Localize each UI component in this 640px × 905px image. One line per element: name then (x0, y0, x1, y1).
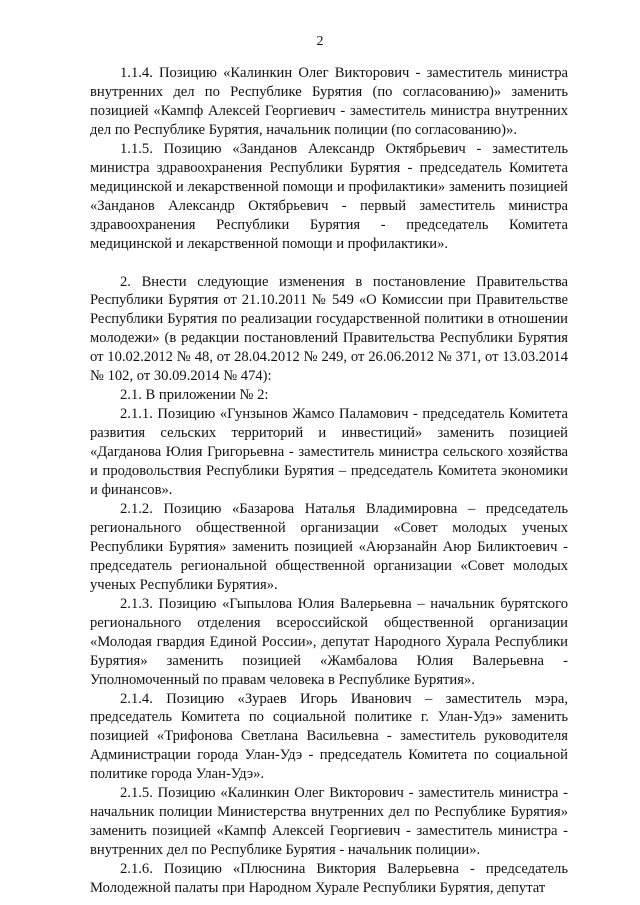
document-body (90, 64, 568, 898)
paragraph-2-1: 2.1. В приложении № 2: (120, 387, 269, 404)
paragraph-2-1-2: 2.1.2. Позицию «Базарова Наталья Владимировна – председатель регионального общественной организации «Совет молодых ученых Республики Бурятия» заменить позицией «Аюрзанайн Аюр Биликтоевич - председатель региональной общественной организации «Совет молодых ученых Республики Бурятия». (90, 500, 568, 593)
page-number: 2 (316, 34, 324, 49)
paragraph-2-1-4: 2.1.4. Позицию «Зураев Игорь Иванович – заместитель мэра, председатель Комитета по социальной политике г. Улан-Удэ» заменить позицией «Трифонова Светлана Васильевна - заместитель руководителя Администрации города Улан-Удэ - председатель Комитета по социальной политике города Улан-Удэ». (90, 690, 568, 783)
paragraph-2-1-1: 2.1.1. Позицию «Гунзынов Жамсо Паламович - председатель Комитета развития сельских территорий и инвестиций» заменить позицией «Дагданова Юлия Григорьевна - заместитель министра сельского хозяйства и продовольствия Республики Бурятия – председатель Комитета экономики и финансов». (90, 406, 568, 499)
paragraph-2-1-6: 2.1.6. Позицию «Плюснина Виктория Валерьевна - председатель Молодежной палаты при Народном Хурале Республики Бурятия, депутат (90, 861, 568, 897)
paragraph-1-1-5: 1.1.5. Позицию «Занданов Александр Октябрьевич - заместитель министра здравоохранения Республики Бурятия - председатель Комитета медицинской и лекарственной помощи и профилактики» заменить позицией «Занданов Александр Октябрьевич - первый заместитель министра здравоохранения Республики Бурятия - председатель Комитета медицинской и лекарственной помощи и профилактики». (90, 140, 568, 252)
paragraph-2-1-5: 2.1.5. Позицию «Калинкин Олег Викторович - заместитель министра - начальник полиции Министерства внутренних дел по Республике Бурятия» заменить позицией «Кампф Алексей Георгиевич - заместитель министра - внутренних дел по Республике Бурятия - начальник полиции». (90, 785, 568, 859)
paragraph-2: 2. Внести следующие изменения в постановление Правительства Республики Бурятия от 21.10.2011 № 549 «О Комиссии при Правительстве Республики Бурятия по реализации государственной политики в отношении молодежи» (в редакции постановлений Правительства Республики Бурятия от 10.02.2012 № 48, от 28.04.2012 № 249, от 26.06.2012 № 371, от 13.03.2014 № 102, от 30.09.2014 № 474): (90, 273, 568, 385)
paragraph-2-1-3: 2.1.3. Позицию «Гыпылова Юлия Валерьевна – начальник бурятского регионального отделения всероссийской общественной организации «Молодая гвардия Единой России», депутат Народного Хурала Республики Бурятия» заменить позицией «Жамбалова Юлия Валерьевна - Уполномоченный по правам человека в Республике Бурятия». (90, 595, 568, 688)
paragraph-1-1-4: 1.1.4. Позицию «Калинкин Олег Викторович - заместитель министра внутренних дел по Республике Бурятия (по согласованию)» заменить позицией «Кампф Алексей Георгиевич - заместитель министра внутренних дел по Республике Бурятия, начальник полиции (по согласованию)». (90, 65, 568, 138)
